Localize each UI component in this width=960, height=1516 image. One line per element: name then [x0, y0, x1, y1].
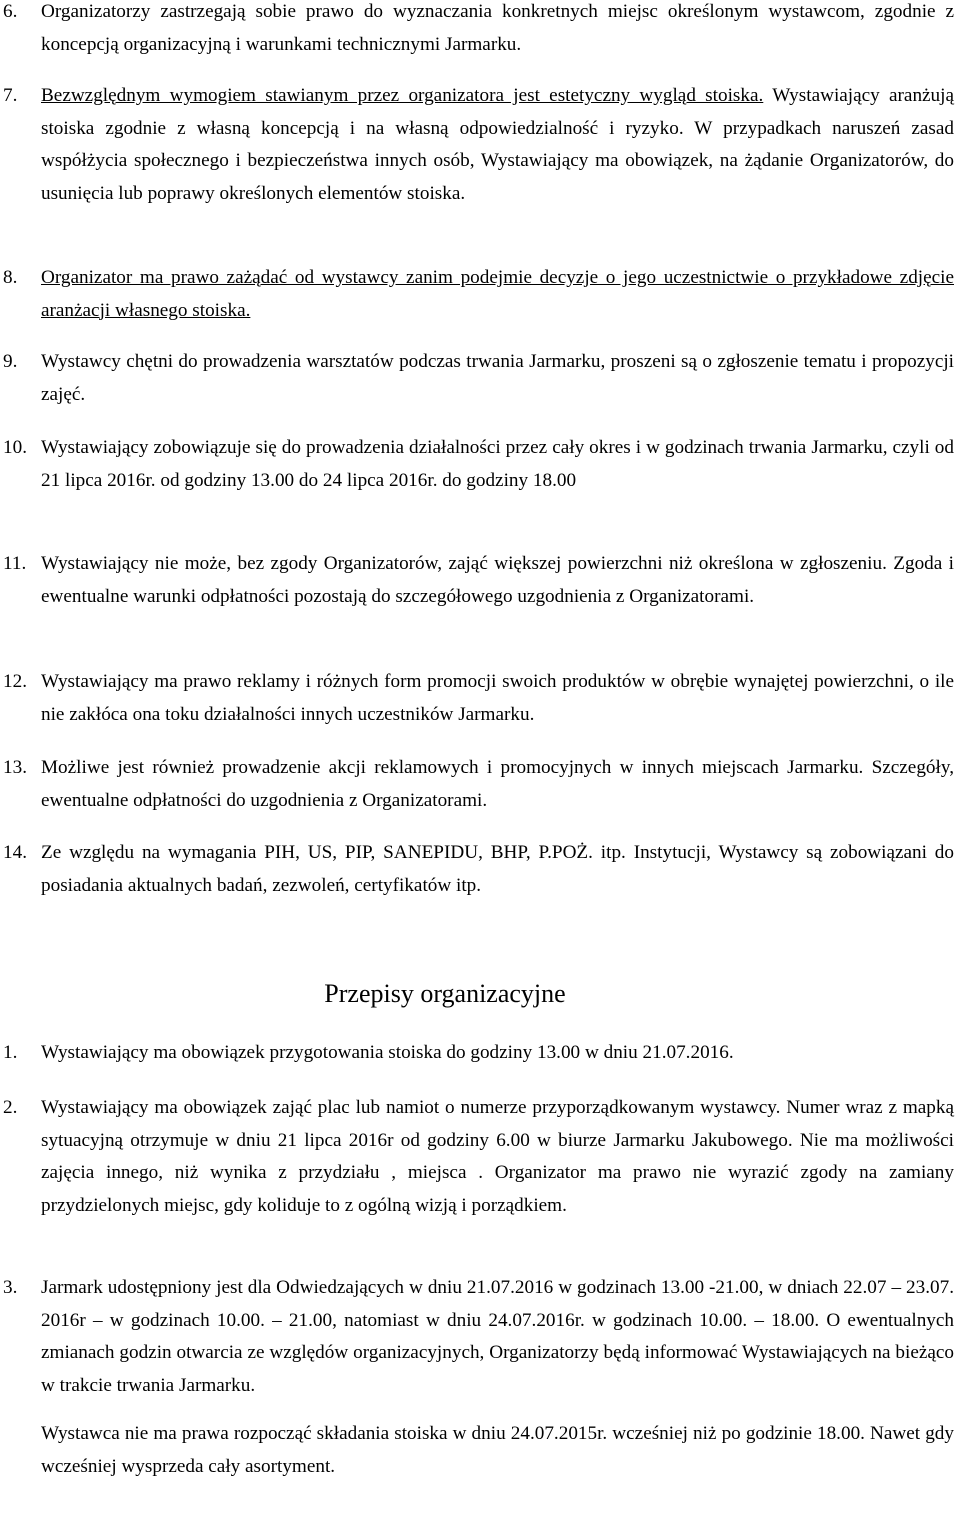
section-heading: Przepisy organizacyjne [324, 979, 566, 1008]
item-text: Wystawiający ma obowiązek przygotowania stoiska do godziny 13.00 w dniu 21.07.2016. [41, 1042, 734, 1063]
list-item [0, 837, 960, 902]
item-number: 2. [3, 1097, 18, 1118]
list-item [0, 432, 960, 497]
item-text: Wystawiający nie może, bez zgody Organizatorów, zająć większej powierzchni niż określona w zgłoszeniu. Zgoda i ewentualne warunki odpłatności pozostają do szczegółowego uzgodnienia z Organizatorami. [41, 553, 954, 607]
item-text: Wystawiający ma prawo reklamy i różnych form promocji swoich produktów w obrębie wynajętej powierzchni, o ile nie zakłóca ona toku działalności innych uczestników Jarmarku. [41, 671, 954, 725]
item-underlined-text: Organizator ma prawo zażądać od wystawcy zanim podejmie decyzje o jego uczestnictwie o przykładowe zdjęcie aranżacji własnego stoiska. [41, 267, 954, 321]
item-text: Wystawcy chętni do prowadzenia warsztatów podczas trwania Jarmarku, proszeni są o zgłoszenie tematu i propozycji zajęć. [41, 351, 954, 405]
item-number: 11. [3, 553, 27, 574]
list-item [0, 752, 960, 817]
item-number: 12. [3, 671, 27, 692]
list-item [0, 262, 960, 327]
list-item [0, 346, 960, 411]
item-number: 13. [3, 757, 27, 778]
list-item [0, 0, 960, 61]
item-text: Ze względu na wymagania PIH, US, PIP, SANEPIDU, BHP, P.POŻ. itp. Instytucji, Wystawcy są zobowiązani do posiadania aktualnych badań, zezwoleń, certyfikatów itp. [41, 842, 954, 896]
item-text: Wystawiający ma obowiązek zająć plac lub namiot o numerze przyporządkowanym wystawcy. Numer wraz z mapką sytuacyjną otrzymuje w dniu 21 lipca 2016r od godziny 6.00 w biurze Jarmarku Jakubowego. Nie ma możliwości zajęcia innego, niż wynika z przydziału , miejsca . Organizator ma prawo nie wyrazić zgody na zamiany przydzielonych miejsc, gdy koliduje to z ogólną wizją i porządkiem. [41, 1097, 954, 1216]
item-number: 3. [3, 1277, 18, 1298]
list-item [0, 1037, 960, 1070]
item-text: Możliwe jest również prowadzenie akcji reklamowych i promocyjnych w innych miejscach Jarmarku. Szczegóły, ewentualne odpłatności do uzgodnienia z Organizatorami. [41, 757, 954, 811]
item-number: 7. [3, 85, 18, 106]
item-number: 14. [3, 842, 27, 863]
item-text: Wystawiający zobowiązuje się do prowadzenia działalności przez cały okres i w godzinach trwania Jarmarku, czyli od 21 lipca 2016r. od godziny 13.00 do 24 lipca 2016r. do godziny 18.00 [41, 437, 954, 491]
item-underlined-text: Bezwzględnym wymogiem stawianym przez organizatora jest estetyczny wygląd stoiska. [41, 85, 764, 106]
closing-paragraph: Wystawca nie ma prawa rozpocząć składania stoiska w dniu 24.07.2015r. wcześniej niż po godzinie 18.00. Nawet gdy wcześniej wysprzeda cały asortyment. [41, 1423, 954, 1477]
list-item [0, 666, 960, 731]
list-item [0, 548, 960, 613]
item-number: 6. [3, 1, 18, 22]
list-item [0, 1272, 960, 1402]
item-text: Wystawiający aranżują stoiska zgodnie z własną koncepcją i na własną odpowiedzialność i ryzyko. W przypadkach naruszeń zasad współżycia społecznego i bezpieczeństwa innych osób, Wystawiający ma obowiązek, na żądanie Organizatorów, do usunięcia lub poprawy określonych elementów stoiska. [41, 85, 954, 204]
item-text: Jarmark udostępniony jest dla Odwiedzających w dniu 21.07.2016 w godzinach 13.00 -21.00, w dniach 22.07 – 23.07. 2016r – w godzinach 10.00. – 21.00, natomiast w dniu 24.07.2016r. w godzinach 10.00. – 18.00. O ewentualnych zmianach godzin otwarcia ze względów organizacyjnych, Organizatorzy będą informować Wystawiających na bieżąco w trakcie trwania Jarmarku. [41, 1277, 954, 1396]
item-number: 8. [3, 267, 18, 288]
item-number: 10. [3, 437, 27, 458]
item-number: 9. [3, 351, 18, 372]
item-text: Organizatorzy zastrzegają sobie prawo do wyznaczania konkretnych miejsc określonym wystawcom, zgodnie z koncepcją organizacyjną i warunkami technicznymi Jarmarku. [41, 1, 954, 55]
list-item [0, 80, 960, 210]
item-number: 1. [3, 1042, 18, 1063]
list-item [0, 1092, 960, 1222]
